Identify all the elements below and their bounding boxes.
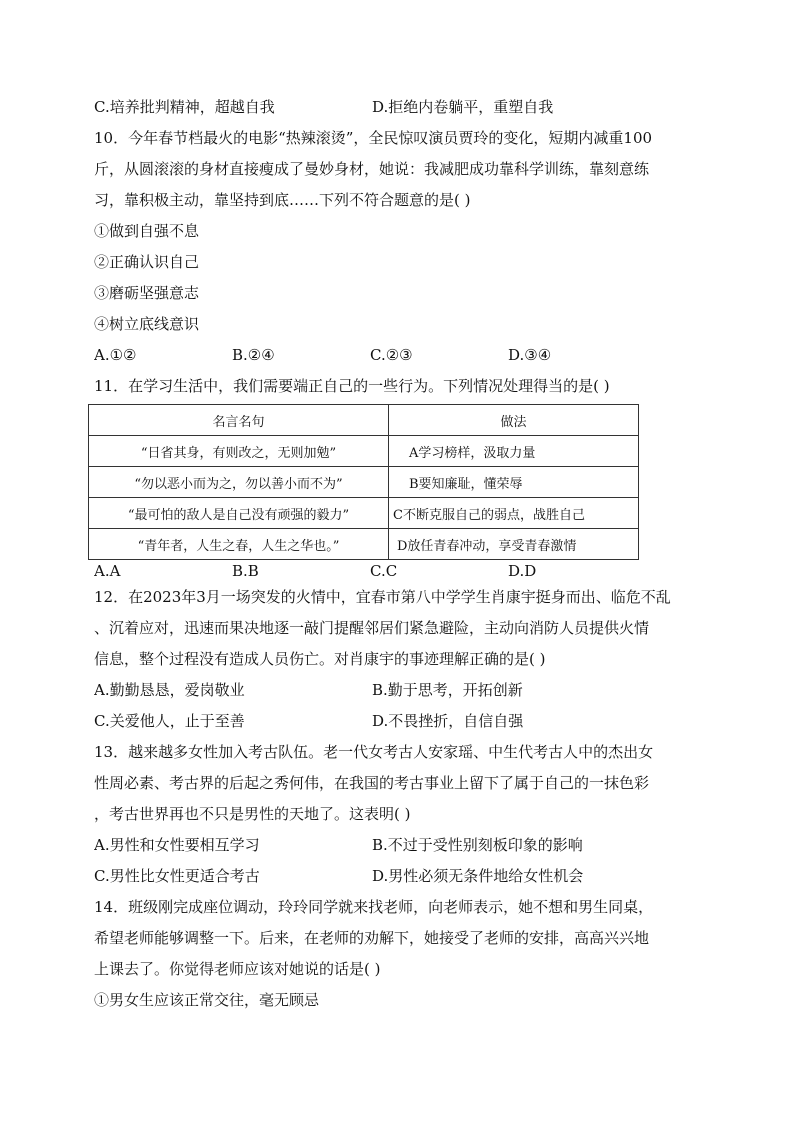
table-header-practice: 做法 bbox=[389, 405, 639, 436]
table-cell-practice: B要知廉耻，懂荣辱 bbox=[389, 467, 639, 498]
q10-option-c: C.②③ bbox=[370, 346, 413, 364]
q14-stem-line-3: 上课去了。你觉得老师应该对她说的话是( ) bbox=[94, 960, 381, 978]
q10-item-3: ③磨砺坚强意志 bbox=[94, 284, 200, 302]
table-cell-quote: “勿以恶小而为之，勿以善小而不为” bbox=[89, 467, 389, 498]
table-header-row bbox=[89, 405, 639, 436]
q10-stem-line-1: 10．今年春节档最火的电影“热辣滚烫”，全民惊叹演员贾玲的变化，短期内减重100 bbox=[94, 129, 653, 147]
q13-stem-line-1: 13．越来越多女性加入考古队伍。老一代女考古人安家瑶、中生代考古人中的杰出女 bbox=[94, 743, 654, 761]
q12-options-row-2 bbox=[94, 706, 714, 737]
q11-options bbox=[94, 560, 714, 582]
table-cell-practice: D放任青春冲动，享受青春激情 bbox=[389, 529, 639, 560]
q10-item-1: ①做到自强不息 bbox=[94, 222, 200, 240]
q10-options bbox=[94, 340, 714, 371]
q12-options-row-1 bbox=[94, 675, 714, 706]
q12-option-a: A.勤勤恳恳，爱岗敬业 bbox=[94, 681, 245, 699]
q12-stem-line-2: 、沉着应对，迅速而果决地逐一敲门提醒邻居们紧急避险，主动向消防人员提供火情 bbox=[94, 619, 650, 637]
table-row bbox=[89, 467, 639, 498]
q12-option-c: C.关爱他人，止于至善 bbox=[94, 712, 245, 730]
table-cell-practice: A学习榜样，汲取力量 bbox=[389, 436, 639, 467]
q12-stem-line-1: 12．在2023年3月一场突发的火情中，宜春市第八中学学生肖康宇挺身而出、临危不乱 bbox=[94, 588, 671, 606]
q14-item-1: ①男女生应该正常交往，毫无顾忌 bbox=[94, 991, 320, 1009]
table-cell-quote: “日省其身，有则改之，无则加勉” bbox=[89, 436, 389, 467]
q12-stem-line-3: 信息，整个过程没有造成人员伤亡。对肖康宇的事迹理解正确的是( ) bbox=[94, 650, 546, 668]
table-row bbox=[89, 498, 639, 529]
q11-option-d: D.D bbox=[508, 562, 537, 580]
q13-stem-line-3: ，考古世界再也不只是男性的天地了。这表明( ) bbox=[94, 805, 411, 823]
q9-option-c: C.培养批判精神，超越自我 bbox=[94, 98, 275, 116]
q10-stem-line-2: 斤，从圆滚滚的身材直接瘦成了曼妙身材，她说：我减肥成功靠科学训练，靠刻意练 bbox=[94, 160, 650, 178]
table-cell-quote: “最可怕的敌人是自己没有顽强的毅力” bbox=[89, 498, 389, 529]
q10-option-d: D.③④ bbox=[508, 346, 552, 364]
table-row bbox=[89, 529, 639, 560]
table-cell-practice: C不断克服自己的弱点，战胜自己 bbox=[389, 498, 639, 529]
q13-option-c: C.男性比女性更适合考古 bbox=[94, 867, 260, 885]
q14-stem-line-1: 14．班级刚完成座位调动，玲玲同学就来找老师，向老师表示，她不想和男生同桌， bbox=[94, 898, 654, 916]
q13-option-d: D.男性必须无条件地给女性机会 bbox=[372, 867, 584, 885]
q13-option-b: B.不过于受性别刻板印象的影响 bbox=[372, 836, 583, 854]
q10-option-a: A.①② bbox=[94, 346, 137, 364]
q11-option-b: B.B bbox=[232, 562, 259, 580]
exam-page bbox=[94, 92, 714, 1016]
q13-stem-line-2: 性周必素、考古界的后起之秀何伟，在我国的考古事业上留下了属于自己的一抹色彩 bbox=[94, 774, 650, 792]
q13-options-row-1 bbox=[94, 830, 714, 861]
q9-option-d: D.拒绝内卷躺平，重塑自我 bbox=[372, 98, 554, 116]
q10-item-4: ④树立底线意识 bbox=[94, 315, 200, 333]
q10-item-2: ②正确认识自己 bbox=[94, 253, 200, 271]
table-header-quote: 名言名句 bbox=[89, 405, 389, 436]
q13-options-row-2 bbox=[94, 861, 714, 892]
q14-stem-line-2: 希望老师能够调整一下。后来，在老师的劝解下，她接受了老师的安排，高高兴兴地 bbox=[94, 929, 650, 947]
q13-option-a: A.男性和女性要相互学习 bbox=[94, 836, 260, 854]
table-cell-quote: “青年者，人生之春，人生之华也。” bbox=[89, 529, 389, 560]
q12-option-d: D.不畏挫折，自信自强 bbox=[372, 712, 524, 730]
q11-option-c: C.C bbox=[370, 562, 398, 580]
q11-option-a: A.A bbox=[94, 562, 121, 580]
q11-table bbox=[88, 404, 639, 560]
q10-option-b: B.②④ bbox=[232, 346, 275, 364]
q9-options bbox=[94, 92, 714, 123]
q12-option-b: B.勤于思考，开拓创新 bbox=[372, 681, 523, 699]
table-row bbox=[89, 436, 639, 467]
q10-stem-line-3: 习，靠积极主动，靠坚持到底……下列不符合题意的是( ) bbox=[94, 191, 471, 209]
q11-stem: 11．在学习生活中，我们需要端正自己的一些行为。下列情况处理得当的是( ) bbox=[94, 377, 610, 395]
